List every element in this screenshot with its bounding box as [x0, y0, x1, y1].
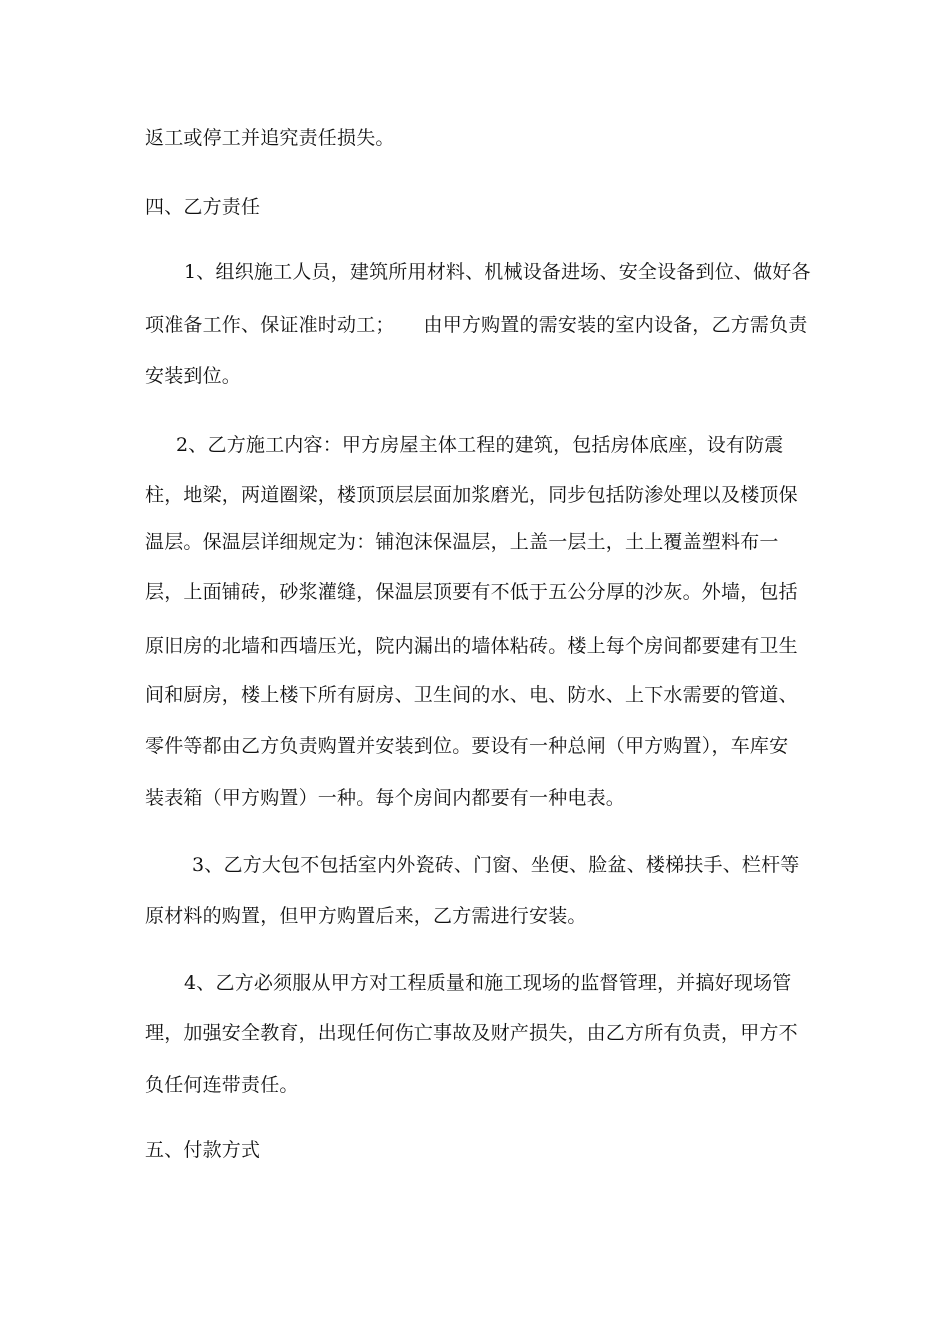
clause-2-line-2: 柱，地梁，两道圈梁，楼顶顶层层面加浆磨光，同步包括防渗处理以及楼顶保 — [145, 484, 798, 506]
text-line-1: 返工或停工并追究责任损失。 — [145, 127, 395, 149]
clause-4-line-3: 负任何连带责任。 — [145, 1074, 299, 1096]
clause-1-line-2: 项准备工作、保证准时动工； 由甲方购置的需安装的室内设备，乙方需负责 — [145, 314, 808, 336]
clause-2-line-4: 层，上面铺砖，砂浆灌缝，保温层顶要有不低于五公分厚的沙灰。外墙，包括 — [145, 581, 798, 603]
clause-4-line-2: 理，加强安全教育，出现任何伤亡事故及财产损失，由乙方所有负责，甲方不 — [145, 1022, 798, 1044]
clause-3-line-1: 3、乙方大包不包括室内外瓷砖、门窗、坐便、脸盆、楼梯扶手、栏杆等 — [192, 854, 800, 876]
clause-3-line-2: 原材料的购置，但甲方购置后来，乙方需进行安装。 — [145, 905, 587, 927]
clause-2-line-7: 零件等都由乙方负责购置并安装到位。要设有一种总闸（甲方购置），车库安 — [145, 735, 789, 757]
section-heading-5: 五、付款方式 — [145, 1139, 261, 1161]
clause-2-line-8: 装表箱（甲方购置）一种。每个房间内都要有一种电表。 — [145, 787, 626, 809]
section-heading-4: 四、乙方责任 — [145, 196, 261, 218]
clause-2-line-6: 间和厨房，楼上楼下所有厨房、卫生间的水、电、防水、上下水需要的管道、 — [145, 684, 798, 706]
clause-2-line-1: 2、乙方施工内容：甲方房屋主体工程的建筑，包括房体底座，设有防震 — [176, 434, 784, 456]
clause-4-line-1: 4、乙方必须服从甲方对工程质量和施工现场的监督管理，并搞好现场管 — [184, 972, 792, 994]
clause-2-line-3: 温层。保温层详细规定为：铺泡沫保温层，上盖一层土，土上覆盖塑料布一 — [145, 531, 779, 553]
clause-1-line-1: 1、组织施工人员，建筑所用材料、机械设备进场、安全设备到位、做好各 — [184, 261, 811, 283]
clause-2-line-5: 原旧房的北墙和西墙压光，院内漏出的墙体粘砖。楼上每个房间都要建有卫生 — [145, 635, 798, 657]
clause-1-line-3: 安装到位。 — [145, 365, 242, 387]
